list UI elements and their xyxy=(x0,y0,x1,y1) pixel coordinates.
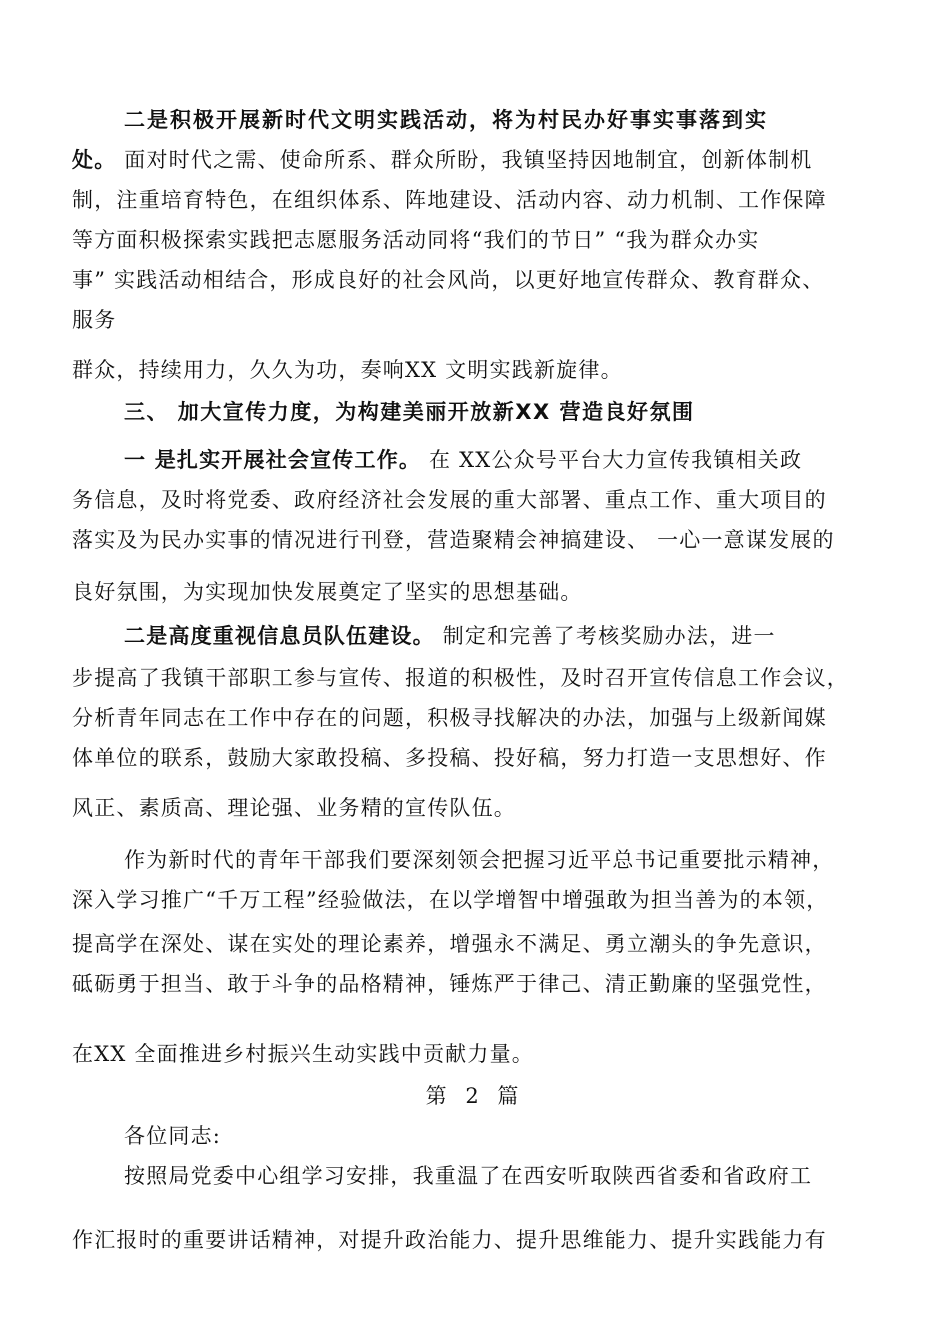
text-line xyxy=(124,622,890,650)
line-text: 落实及为民办实事的情况进行刊登，营造聚精会神搞建设、 一心一意谋发展的 xyxy=(72,528,835,552)
text-line xyxy=(72,664,890,692)
line-text: 群众，持续用力，久久为功，奏响XX 文明实践新旋律。 xyxy=(72,358,623,382)
line-text: 作汇报时的重要讲话精神，对提升政治能力、提升思维能力、提升实践能力有 xyxy=(72,1228,827,1252)
text-line xyxy=(72,1040,890,1068)
line-text: 提高学在深处、谋在实处的理论素养，增强永不满足、勇立潮头的争先意识， xyxy=(72,932,827,956)
line-text: 良好氛围，为实现加快发展奠定了坚实的思想基础。 xyxy=(72,580,583,604)
line-text: 事” 实践活动相结合，形成良好的社会风尚，以更好地宣传群众、教育群众、 xyxy=(72,268,825,292)
text-line xyxy=(72,970,890,998)
line-text: 各位同志: xyxy=(124,1124,222,1148)
text-line xyxy=(72,930,890,958)
line-text: 步提高了我镇干部职工参与宣传、报道的积极性，及时召开宣传信息工作会议， xyxy=(72,666,849,690)
line-text: 砥砺勇于担当、敢于斗争的品格精神，锤炼严于律己、清正勤廉的坚强党性， xyxy=(72,972,827,996)
line-text: 在 XX公众号平台大力宣传我镇相关政 xyxy=(421,448,803,472)
text-line xyxy=(72,1226,890,1254)
line-text: 风正、素质高、理论强、业务精的宣传队伍。 xyxy=(72,796,516,820)
text-line xyxy=(72,794,890,822)
text-line xyxy=(124,1162,890,1190)
text-line xyxy=(124,446,890,474)
line-text: 作为新时代的青年干部我们要深刻领会把握习近平总书记重要批示精神， xyxy=(124,848,835,872)
text-line xyxy=(72,146,890,174)
bold-lead: 处。 xyxy=(72,148,117,172)
text-line xyxy=(72,266,890,294)
paragraph-heading xyxy=(124,106,890,134)
text-line xyxy=(72,486,890,514)
salutation xyxy=(124,1122,890,1150)
text-line xyxy=(124,846,890,874)
line-text: 按照局党委中心组学习安排，我重温了在西安听取陕西省委和省政府工 xyxy=(124,1164,813,1188)
text-line xyxy=(72,526,890,554)
line-text: 面对时代之需、使命所系、群众所盼，我镇坚持因地制宜，创新体制机 xyxy=(116,148,813,172)
line-text: 体单位的联系，鼓励大家敢投稿、多投稿、投好稿，努力打造一支思想好、作 xyxy=(72,746,827,770)
line-text: 分析青年同志在工作中存在的问题，积极寻找解决的办法，加强与上级新闻媒 xyxy=(72,706,827,730)
text-line xyxy=(72,306,890,334)
text-line xyxy=(72,226,890,254)
article-title: 第 2 篇 xyxy=(425,1084,525,1108)
text-line xyxy=(72,744,890,772)
line-text: 制，注重培育特色，在组织体系、阵地建设、活动内容、动力机制、工作保障 xyxy=(72,188,827,212)
line-text: 制定和完善了考核奖励办法，进一 xyxy=(434,624,776,648)
bold-lead: 二是积极开展新时代文明实践活动，将为村民办好事实事落到实 xyxy=(124,108,768,132)
line-text: 务信息，及时将党委、政府经济社会发展的重大部署、重点工作、重大项目的 xyxy=(72,488,827,512)
section-title: 三、 加大宣传力度，为构建美丽开放新XX 营造良好氛围 xyxy=(124,400,695,424)
bold-lead: 二是高度重视信息员队伍建设。 xyxy=(124,624,435,648)
line-text: 深入学习推广“千万工程”经验做法，在以学增智中增强敢为担当善为的本领， xyxy=(72,888,829,912)
bold-lead: 一 是扎实开展社会宣传工作。 xyxy=(124,448,422,472)
line-text: 等方面积极探索实践把志愿服务活动同将“我们的节日” “我为群众办实 xyxy=(72,228,760,252)
article-number xyxy=(0,1082,950,1110)
text-line xyxy=(72,356,890,384)
text-line xyxy=(72,704,890,732)
line-text: 在XX 全面推进乡村振兴生动实践中贡献力量。 xyxy=(72,1042,534,1066)
section-heading xyxy=(124,398,890,426)
text-line xyxy=(72,886,890,914)
text-line xyxy=(72,186,890,214)
line-text: 服务 xyxy=(72,308,117,332)
text-line xyxy=(72,578,890,606)
